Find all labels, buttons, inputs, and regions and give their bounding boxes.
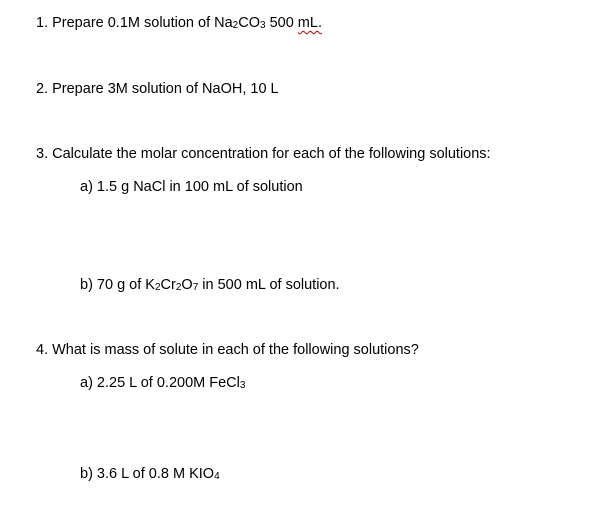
subscript: 7 bbox=[192, 282, 199, 293]
formula-part: O bbox=[181, 277, 193, 293]
question-1 bbox=[36, 14, 322, 35]
question-3b-text: b) 70 g of K bbox=[80, 277, 155, 293]
question-3: 3. Calculate the molar concentration for each of the following solutions: bbox=[36, 146, 491, 162]
subscript: 3 bbox=[239, 380, 246, 391]
formula-part: Cr bbox=[160, 277, 176, 293]
amount-text: 500 bbox=[265, 15, 298, 31]
subscript: 3 bbox=[259, 20, 266, 31]
subscript: 2 bbox=[154, 282, 161, 293]
question-2: 2. Prepare 3M solution of NaOH, 10 L bbox=[36, 81, 279, 97]
question-3a: a) 1.5 g NaCl in 100 mL of solution bbox=[80, 179, 303, 195]
question-4b bbox=[80, 465, 220, 486]
question-4: 4. What is mass of solute in each of the following solutions? bbox=[36, 342, 419, 358]
question-4b-text: b) 3.6 L of 0.8 M KIO bbox=[80, 466, 215, 482]
formula-part: CO bbox=[238, 15, 260, 31]
question-4a bbox=[80, 374, 245, 395]
subscript: 4 bbox=[214, 471, 220, 482]
question-4a-text: a) 2.25 L of 0.200M FeCl bbox=[80, 375, 240, 391]
question-3b-suffix: in 500 mL of solution. bbox=[198, 277, 340, 293]
question-1-text: 1. Prepare 0.1M solution of Na bbox=[36, 15, 233, 31]
unit-spellcheck: mL. bbox=[297, 15, 322, 31]
subscript: 2 bbox=[232, 20, 239, 31]
subscript: 2 bbox=[175, 282, 182, 293]
question-3b bbox=[80, 276, 340, 297]
